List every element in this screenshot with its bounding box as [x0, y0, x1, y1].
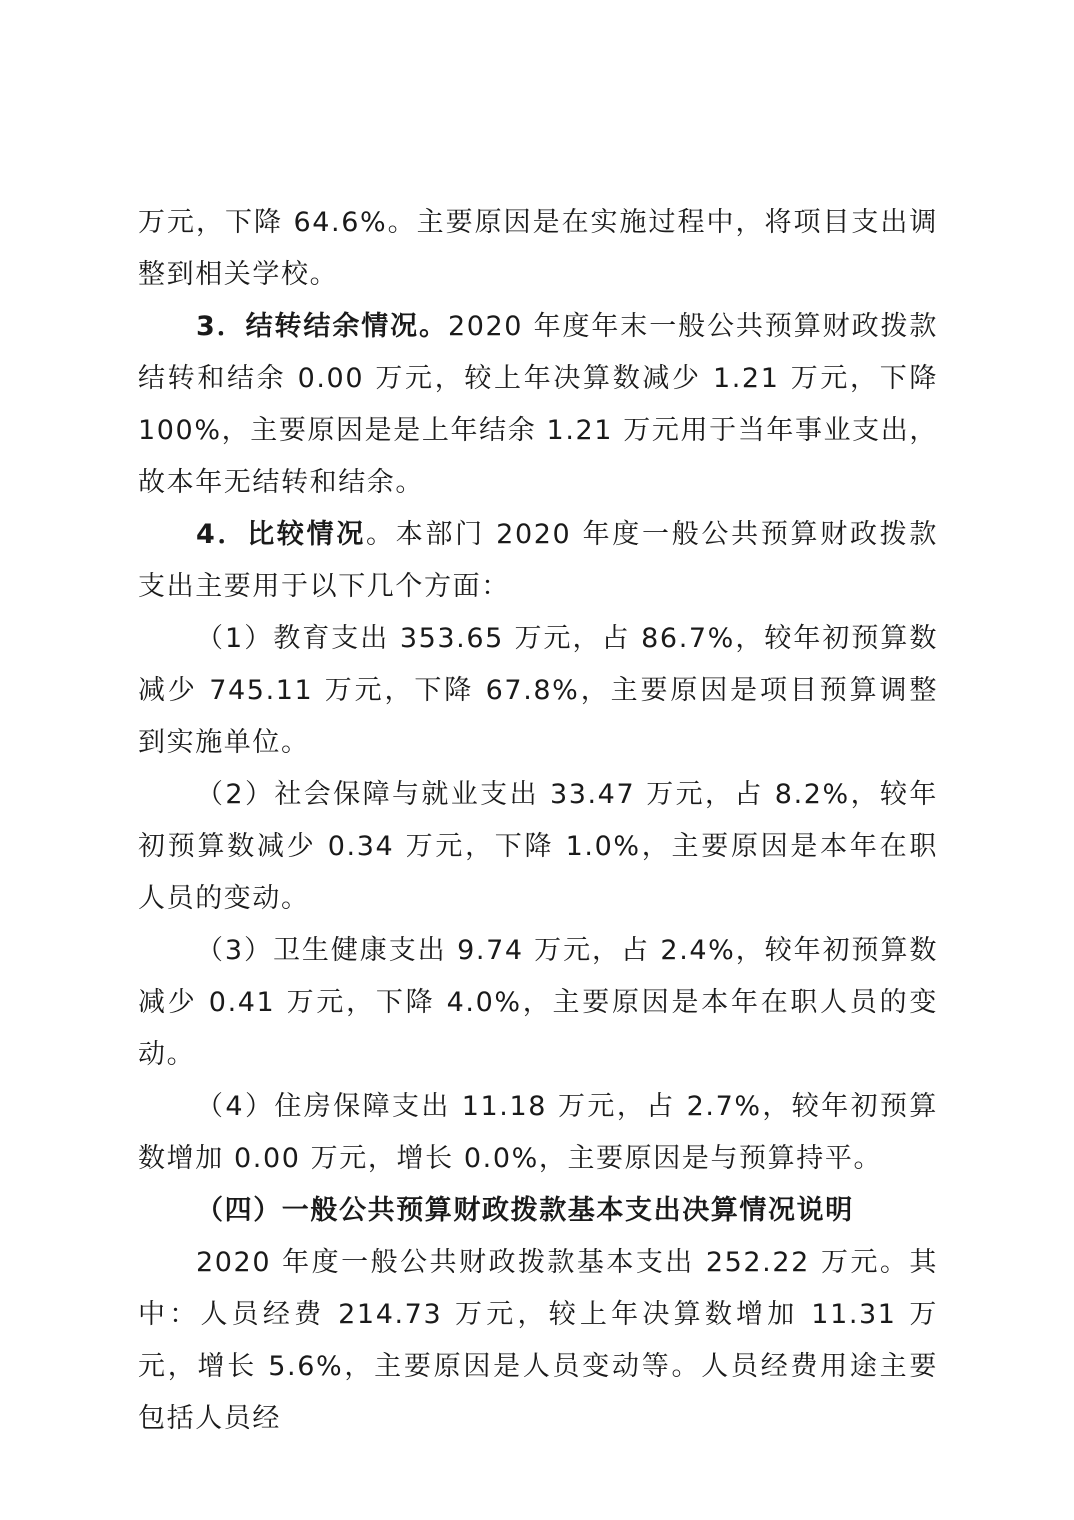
paragraph-text: 2020 年度一般公共财政拨款基本支出 252.22 万元。其中：人员经费 214.73 万元，较上年决算数增加 11.31 万元，增长 5.6%，主要原因是人员变动等。人员经费用途主要包括人员经 — [138, 1247, 938, 1434]
document-body — [138, 197, 938, 1445]
list-item-text: （1）教育支出 353.65 万元，占 86.7%，较年初预算数减少 745.11 万元，下降 67.8%，主要原因是项目预算调整到实施单位。 — [138, 623, 938, 758]
list-item-health — [138, 925, 938, 1081]
comparison-text: 。本部门 2020 年度一般公共预算财政拨款支出主要用于以下几个方面： — [138, 519, 938, 602]
paragraph-project-adjustment — [138, 197, 938, 301]
carryover-text: 2020 年度年末一般公共预算财政拨款结转和结余 0.00 万元，较上年决算数减少 1.21 万元，下降 100%，主要原因是是上年结余 1.21 万元用于当年事业支出，故本年无结转和结余。 — [138, 311, 938, 498]
paragraph-carryover — [138, 301, 938, 509]
list-item-housing — [138, 1081, 938, 1185]
comparison-heading: 4．比较情况 — [196, 519, 367, 550]
carryover-heading: 3．结转结余情况。 — [196, 311, 448, 342]
paragraph-basic-expenditure — [138, 1237, 938, 1445]
paragraph-comparison — [138, 509, 938, 613]
list-item-education — [138, 613, 938, 769]
list-item-social-security — [138, 769, 938, 925]
list-item-text: （2）社会保障与就业支出 33.47 万元，占 8.2%，较年初预算数减少 0.34 万元，下降 1.0%，主要原因是本年在职人员的变动。 — [138, 779, 938, 914]
section-heading-basic-expenditure: （四）一般公共预算财政拨款基本支出决算情况说明 — [196, 1195, 854, 1226]
paragraph-text: 万元，下降 64.6%。主要原因是在实施过程中，将项目支出调整到相关学校。 — [138, 207, 938, 290]
list-item-text: （3）卫生健康支出 9.74 万元，占 2.4%，较年初预算数减少 0.41 万元，下降 4.0%，主要原因是本年在职人员的变动。 — [138, 935, 938, 1070]
list-item-text: （4）住房保障支出 11.18 万元，占 2.7%，较年初预算数增加 0.00 万元，增长 0.0%，主要原因是与预算持平。 — [138, 1091, 938, 1174]
